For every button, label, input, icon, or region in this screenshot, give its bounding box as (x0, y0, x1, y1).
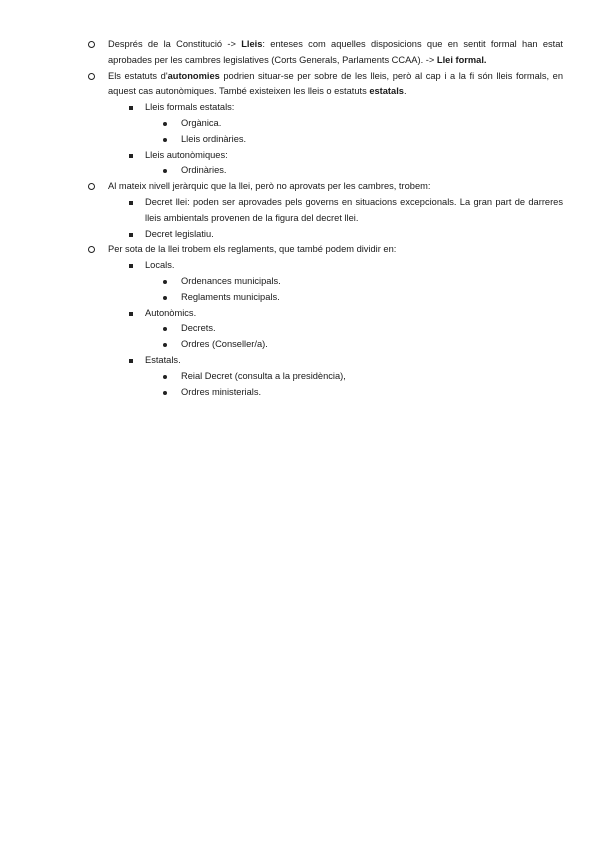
square-bullet-icon (129, 227, 133, 243)
sub-list-item (0, 258, 599, 274)
circle-bullet-icon (88, 242, 95, 259)
sub-sub-item-text: Ordres (Conseller/a). (181, 339, 268, 350)
sub-item-text: Lleis formals estatals: (145, 102, 235, 113)
sub-sub-item-text: Reial Decret (consulta a la presidència), (181, 370, 346, 381)
sub-list-item (0, 148, 599, 164)
square-bullet-icon (129, 100, 133, 116)
sub-sub-list-item (0, 290, 599, 306)
dot-bullet-icon (163, 321, 167, 337)
sub-sub-item-text: Ordres ministerials. (181, 386, 262, 397)
item-text: . (403, 86, 407, 97)
sub-list-item (0, 353, 599, 369)
dot-bullet-icon (163, 369, 167, 385)
item-text: Al mateix nivell jeràrquic que la llei, però no aprovats per les cambres, trobem: (108, 181, 431, 192)
sub-list-item (0, 195, 599, 227)
sub-item-text: Decret llei: poden ser aprovades pels governs en situacions excepcionals. La gran part de darreres lleis ambientals provenen de la figura del decret llei. (145, 196, 563, 223)
document-body (0, 37, 599, 400)
sub-sub-list-item (0, 369, 599, 385)
sub-sub-item-text: Lleis ordinàries. (181, 133, 247, 144)
sub-sub-list-item (0, 274, 599, 290)
sub-list-item (0, 227, 599, 243)
item-bold-text: Lleis (241, 39, 263, 49)
sub-item-text: Autonòmics. (145, 307, 197, 318)
sub-sub-list-item (0, 163, 599, 179)
dot-bullet-icon (163, 116, 167, 132)
dot-bullet-icon (163, 290, 167, 306)
item-bold-text: Llei formal. (436, 54, 487, 65)
dot-bullet-icon (163, 274, 167, 290)
item-text: podrien situar-se per sobre de les lleis, però al cap i a la fi són lleis formals, en aquest cas autonòmiques. També existeixen les lleis o estatuts (108, 70, 563, 97)
sub-sub-list-item (0, 321, 599, 337)
sub-item-text: Decret legislatiu. (145, 228, 214, 239)
item-bold-text: autonomies (167, 70, 220, 81)
list-item (0, 242, 599, 258)
dot-bullet-icon (163, 163, 167, 179)
sub-sub-item-text: Reglaments municipals. (181, 291, 280, 302)
dot-bullet-icon (163, 337, 167, 353)
list-item (0, 179, 599, 195)
list-item (0, 69, 599, 101)
item-text: Els estatuts d' (108, 70, 168, 81)
sub-sub-list-item (0, 385, 599, 401)
square-bullet-icon (129, 258, 133, 274)
circle-bullet-icon (88, 69, 95, 86)
item-text: Per sota de la llei trobem els reglaments, que també podem dividir en: (108, 244, 397, 255)
sub-sub-list-item (0, 132, 599, 148)
sub-sub-item-text: Decrets. (181, 323, 216, 334)
list-item (0, 37, 599, 69)
circle-bullet-icon (88, 179, 95, 196)
sub-item-text: Lleis autonòmiques: (145, 149, 228, 160)
sub-sub-item-text: Orgànica. (181, 117, 222, 128)
sub-sub-item-text: Ordinàries. (181, 165, 227, 176)
sub-sub-list-item (0, 116, 599, 132)
item-bold-text: estatals (369, 86, 404, 97)
sub-sub-item-text: Ordenances municipals. (181, 275, 281, 286)
square-bullet-icon (129, 306, 133, 322)
sub-item-text: Estatals. (145, 354, 181, 365)
square-bullet-icon (129, 148, 133, 164)
sub-list-item (0, 306, 599, 322)
sub-sub-list-item (0, 337, 599, 353)
square-bullet-icon (129, 353, 133, 369)
dot-bullet-icon (163, 132, 167, 148)
dot-bullet-icon (163, 385, 167, 401)
sub-item-text: Locals. (145, 260, 175, 271)
sub-list-item (0, 100, 599, 116)
item-text: Després de la Constitució -> (108, 39, 242, 49)
item-text: : enteses com aquelles disposicions que en sentit formal han estat aprobades per les cambres legislatives (Corts Generals, Parlaments CCAA). -> (108, 39, 564, 65)
circle-bullet-icon (88, 37, 95, 54)
square-bullet-icon (129, 195, 133, 211)
